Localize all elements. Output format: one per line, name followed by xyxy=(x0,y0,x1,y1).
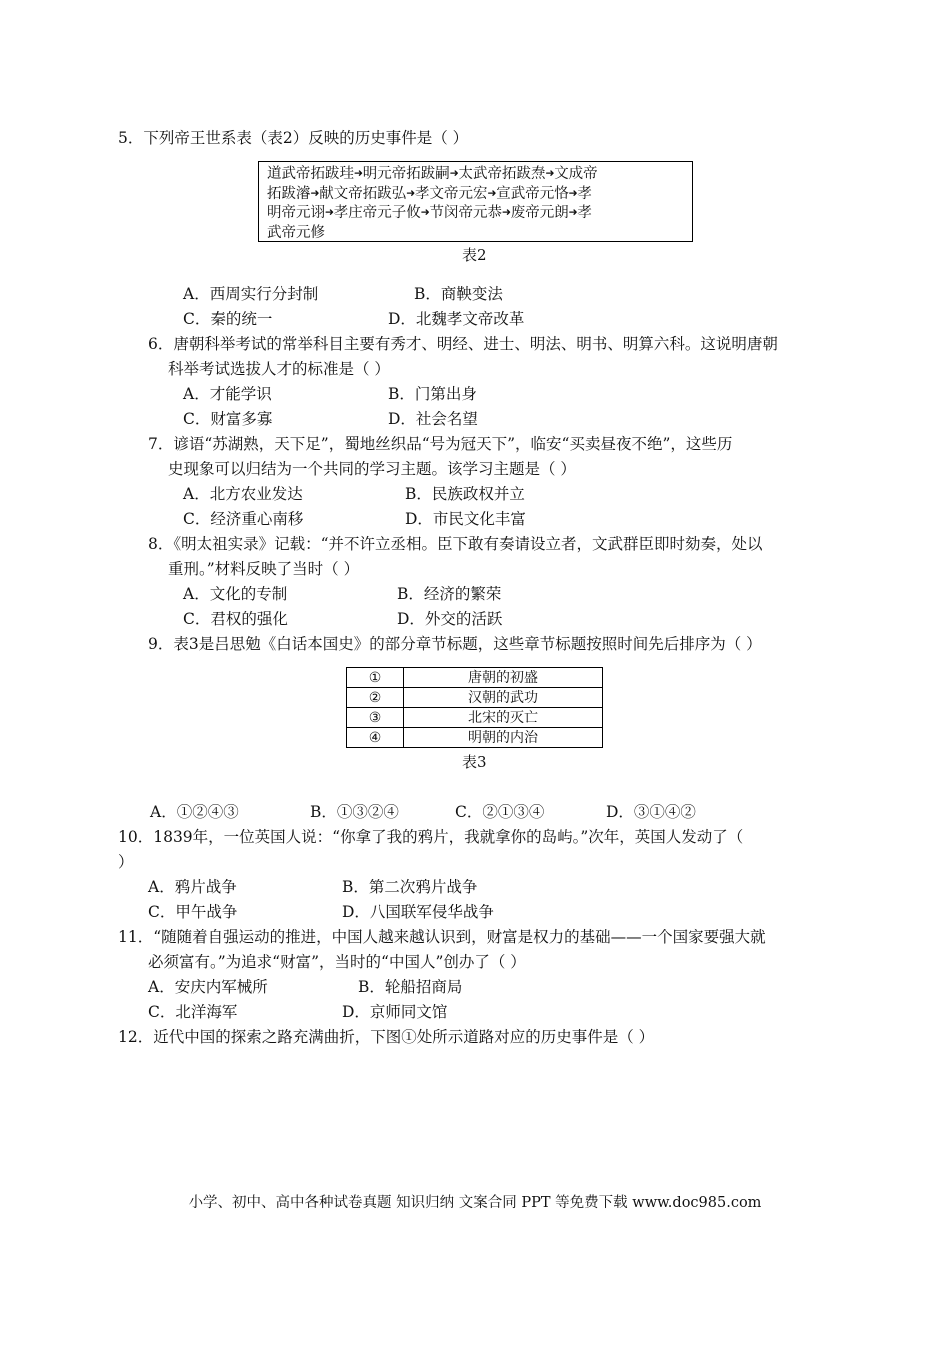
q12-stem: 12．近代中国的探索之路充满曲折，下图①处所示道路对应的历史事件是（ ） xyxy=(118,1028,655,1046)
q10-stem-line-2: ） xyxy=(118,853,134,871)
q10-option-b[interactable]: B．第二次鸦片战争 xyxy=(342,878,478,896)
q11-option-a[interactable]: A．安庆内军械所 xyxy=(148,978,268,996)
q8-option-b[interactable]: B．经济的繁荣 xyxy=(397,585,502,603)
table-row xyxy=(347,708,603,728)
q9-stem: 9．表3是吕思勉《白话本国史》的部分章节标题，这些章节标题按照时间先后排序为（ ） xyxy=(148,635,762,653)
q8-option-d[interactable]: D．外交的活跃 xyxy=(397,610,503,628)
q11-option-b[interactable]: B．轮船招商局 xyxy=(358,978,463,996)
q5-stem: 5．下列帝王世系表（表2）反映的历史事件是（ ） xyxy=(118,129,469,147)
table-row xyxy=(347,668,603,688)
q10-option-d[interactable]: D．八国联军侵华战争 xyxy=(342,903,494,921)
q6-option-b[interactable]: B．门第出身 xyxy=(388,385,477,403)
table2-line-4: 武帝元修 xyxy=(267,224,325,241)
q7-option-c[interactable]: C．经济重心南移 xyxy=(183,510,304,528)
row-number: ① xyxy=(347,668,404,688)
page-footer: 小学、初中、高中各种试卷真题 知识归纳 文案合同 PPT 等免费下载 www.doc985.com xyxy=(188,1195,762,1211)
chapter-title: 汉朝的武功 xyxy=(404,688,603,708)
table2-line-1: 道武帝拓跋珪➜明元帝拓跋嗣➜太武帝拓跋焘➜文成帝 xyxy=(267,166,598,182)
table-row xyxy=(347,728,603,748)
q7-option-d[interactable]: D．市民文化丰富 xyxy=(405,510,526,528)
q5-option-c[interactable]: C．秦的统一 xyxy=(183,310,273,328)
chapter-title: 唐朝的初盛 xyxy=(404,668,603,688)
row-number: ③ xyxy=(347,708,404,728)
chapter-title: 明朝的内治 xyxy=(404,728,603,748)
emperor-lineage-table xyxy=(258,161,693,242)
table2-caption: 表2 xyxy=(462,246,487,264)
q7-option-b[interactable]: B．民族政权并立 xyxy=(405,485,525,503)
q6-stem-line-1: 6．唐朝科举考试的常举科目主要有秀才、明经、进士、明法、明书、明算六科。这说明唐朝 xyxy=(148,335,778,353)
q7-stem-line-1: 7．谚语“苏湖熟，天下足”，蜀地丝织品“号为冠天下”，临安“买卖昼夜不绝”，这些历 xyxy=(148,435,733,453)
row-number: ② xyxy=(347,688,404,708)
chapter-titles-table xyxy=(346,667,603,748)
table3-caption: 表3 xyxy=(462,753,487,771)
table-row xyxy=(347,688,603,708)
q6-option-c[interactable]: C．财富多寡 xyxy=(183,410,273,428)
table2-line-3: 明帝元诩➜孝庄帝元子攸➜节闵帝元恭➜废帝元朗➜孝 xyxy=(267,205,592,221)
q9-option-c[interactable]: C．②①③④ xyxy=(455,803,545,821)
q9-option-a[interactable]: A．①②④③ xyxy=(150,803,239,821)
chapter-title: 北宋的灭亡 xyxy=(404,708,603,728)
q6-stem-line-2: 科举考试选拔人才的标准是（ ） xyxy=(168,360,390,378)
row-number: ④ xyxy=(347,728,404,748)
q11-option-c[interactable]: C．北洋海军 xyxy=(148,1003,238,1021)
q8-option-c[interactable]: C．君权的强化 xyxy=(183,610,288,628)
q10-option-c[interactable]: C．甲午战争 xyxy=(148,903,238,921)
q11-stem-line-2: 必须富有。”为追求“财富”，当时的“中国人”创办了（ ） xyxy=(148,953,526,971)
q5-option-d[interactable]: D．北魏孝文帝改革 xyxy=(388,310,525,328)
q10-option-a[interactable]: A．鸦片战争 xyxy=(148,878,237,896)
q11-stem-line-1: 11．“随随着自强运动的推进，中国人越来越认识到，财富是权力的基础——一个国家要强大就 xyxy=(118,928,766,946)
q7-option-a[interactable]: A．北方农业发达 xyxy=(183,485,303,503)
q9-option-b[interactable]: B．①③②④ xyxy=(310,803,399,821)
q6-option-d[interactable]: D．社会名望 xyxy=(388,410,478,428)
q7-stem-line-2: 史现象可以归结为一个共同的学习主题。该学习主题是（ ） xyxy=(168,460,576,478)
q10-stem-line-1: 10．1839年，一位英国人说：“你拿了我的鸦片，我就拿你的岛屿。”次年，英国人发动了（ xyxy=(118,828,744,846)
table2-line-2: 拓跋濬➜献文帝拓跋弘➜孝文帝元宏➜宣武帝元恪➜孝 xyxy=(267,185,592,202)
q8-stem-line-1: 8．《明太祖实录》记载：“并不许立丞相。臣下敢有奏请设立者，文武群臣即时劾奏，处以 xyxy=(148,535,763,553)
q11-option-d[interactable]: D．京师同文馆 xyxy=(342,1003,448,1021)
q8-stem-line-2: 重刑。”材料反映了当时（ ） xyxy=(168,560,360,578)
q6-option-a[interactable]: A．才能学识 xyxy=(183,385,272,403)
q9-option-d[interactable]: D．③①④② xyxy=(606,803,696,821)
q8-option-a[interactable]: A．文化的专制 xyxy=(183,585,288,603)
q5-option-a[interactable]: A．西周实行分封制 xyxy=(183,285,319,303)
q5-option-b[interactable]: B．商鞅变法 xyxy=(414,285,503,303)
